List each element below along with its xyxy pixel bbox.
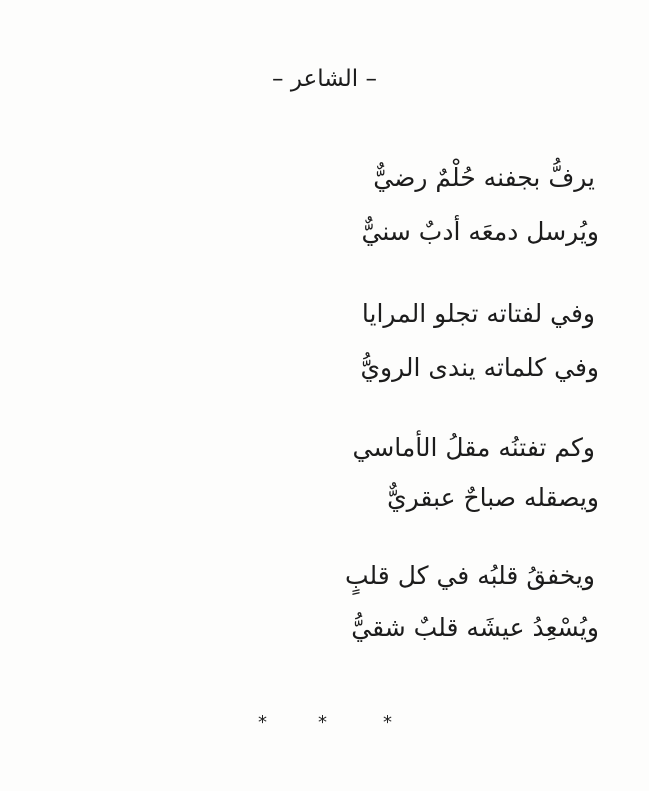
verse-line-4: وفي كلماته يندى الرويُّ	[360, 353, 599, 382]
verse-line-1: يرفُّ بجفنه حُلْمٌ رضيٌّ	[373, 163, 595, 192]
poem-title: – الشاعر –	[272, 66, 377, 92]
verse-line-7: ويخفقُ قلبُه في كل قلبٍ	[344, 561, 595, 590]
verse-line-8: ويُسْعِدُ عيشَه قلبٌ شقيُّ	[351, 613, 599, 642]
ornament-star: *	[318, 712, 327, 733]
verse-line-5: وكم تفتنُه مقلُ الأماسي	[352, 433, 595, 462]
ornament-star: *	[383, 712, 392, 733]
ornament-star: *	[258, 712, 267, 733]
verse-line-2: ويُرسل دمعَه أدبٌ سنيٌّ	[361, 217, 599, 246]
verse-line-6: ويصقله صباحٌ عبقريٌّ	[387, 483, 599, 512]
section-ornament	[0, 712, 649, 736]
verse-line-3: وفي لفتاته تجلو المرايا	[361, 299, 595, 328]
